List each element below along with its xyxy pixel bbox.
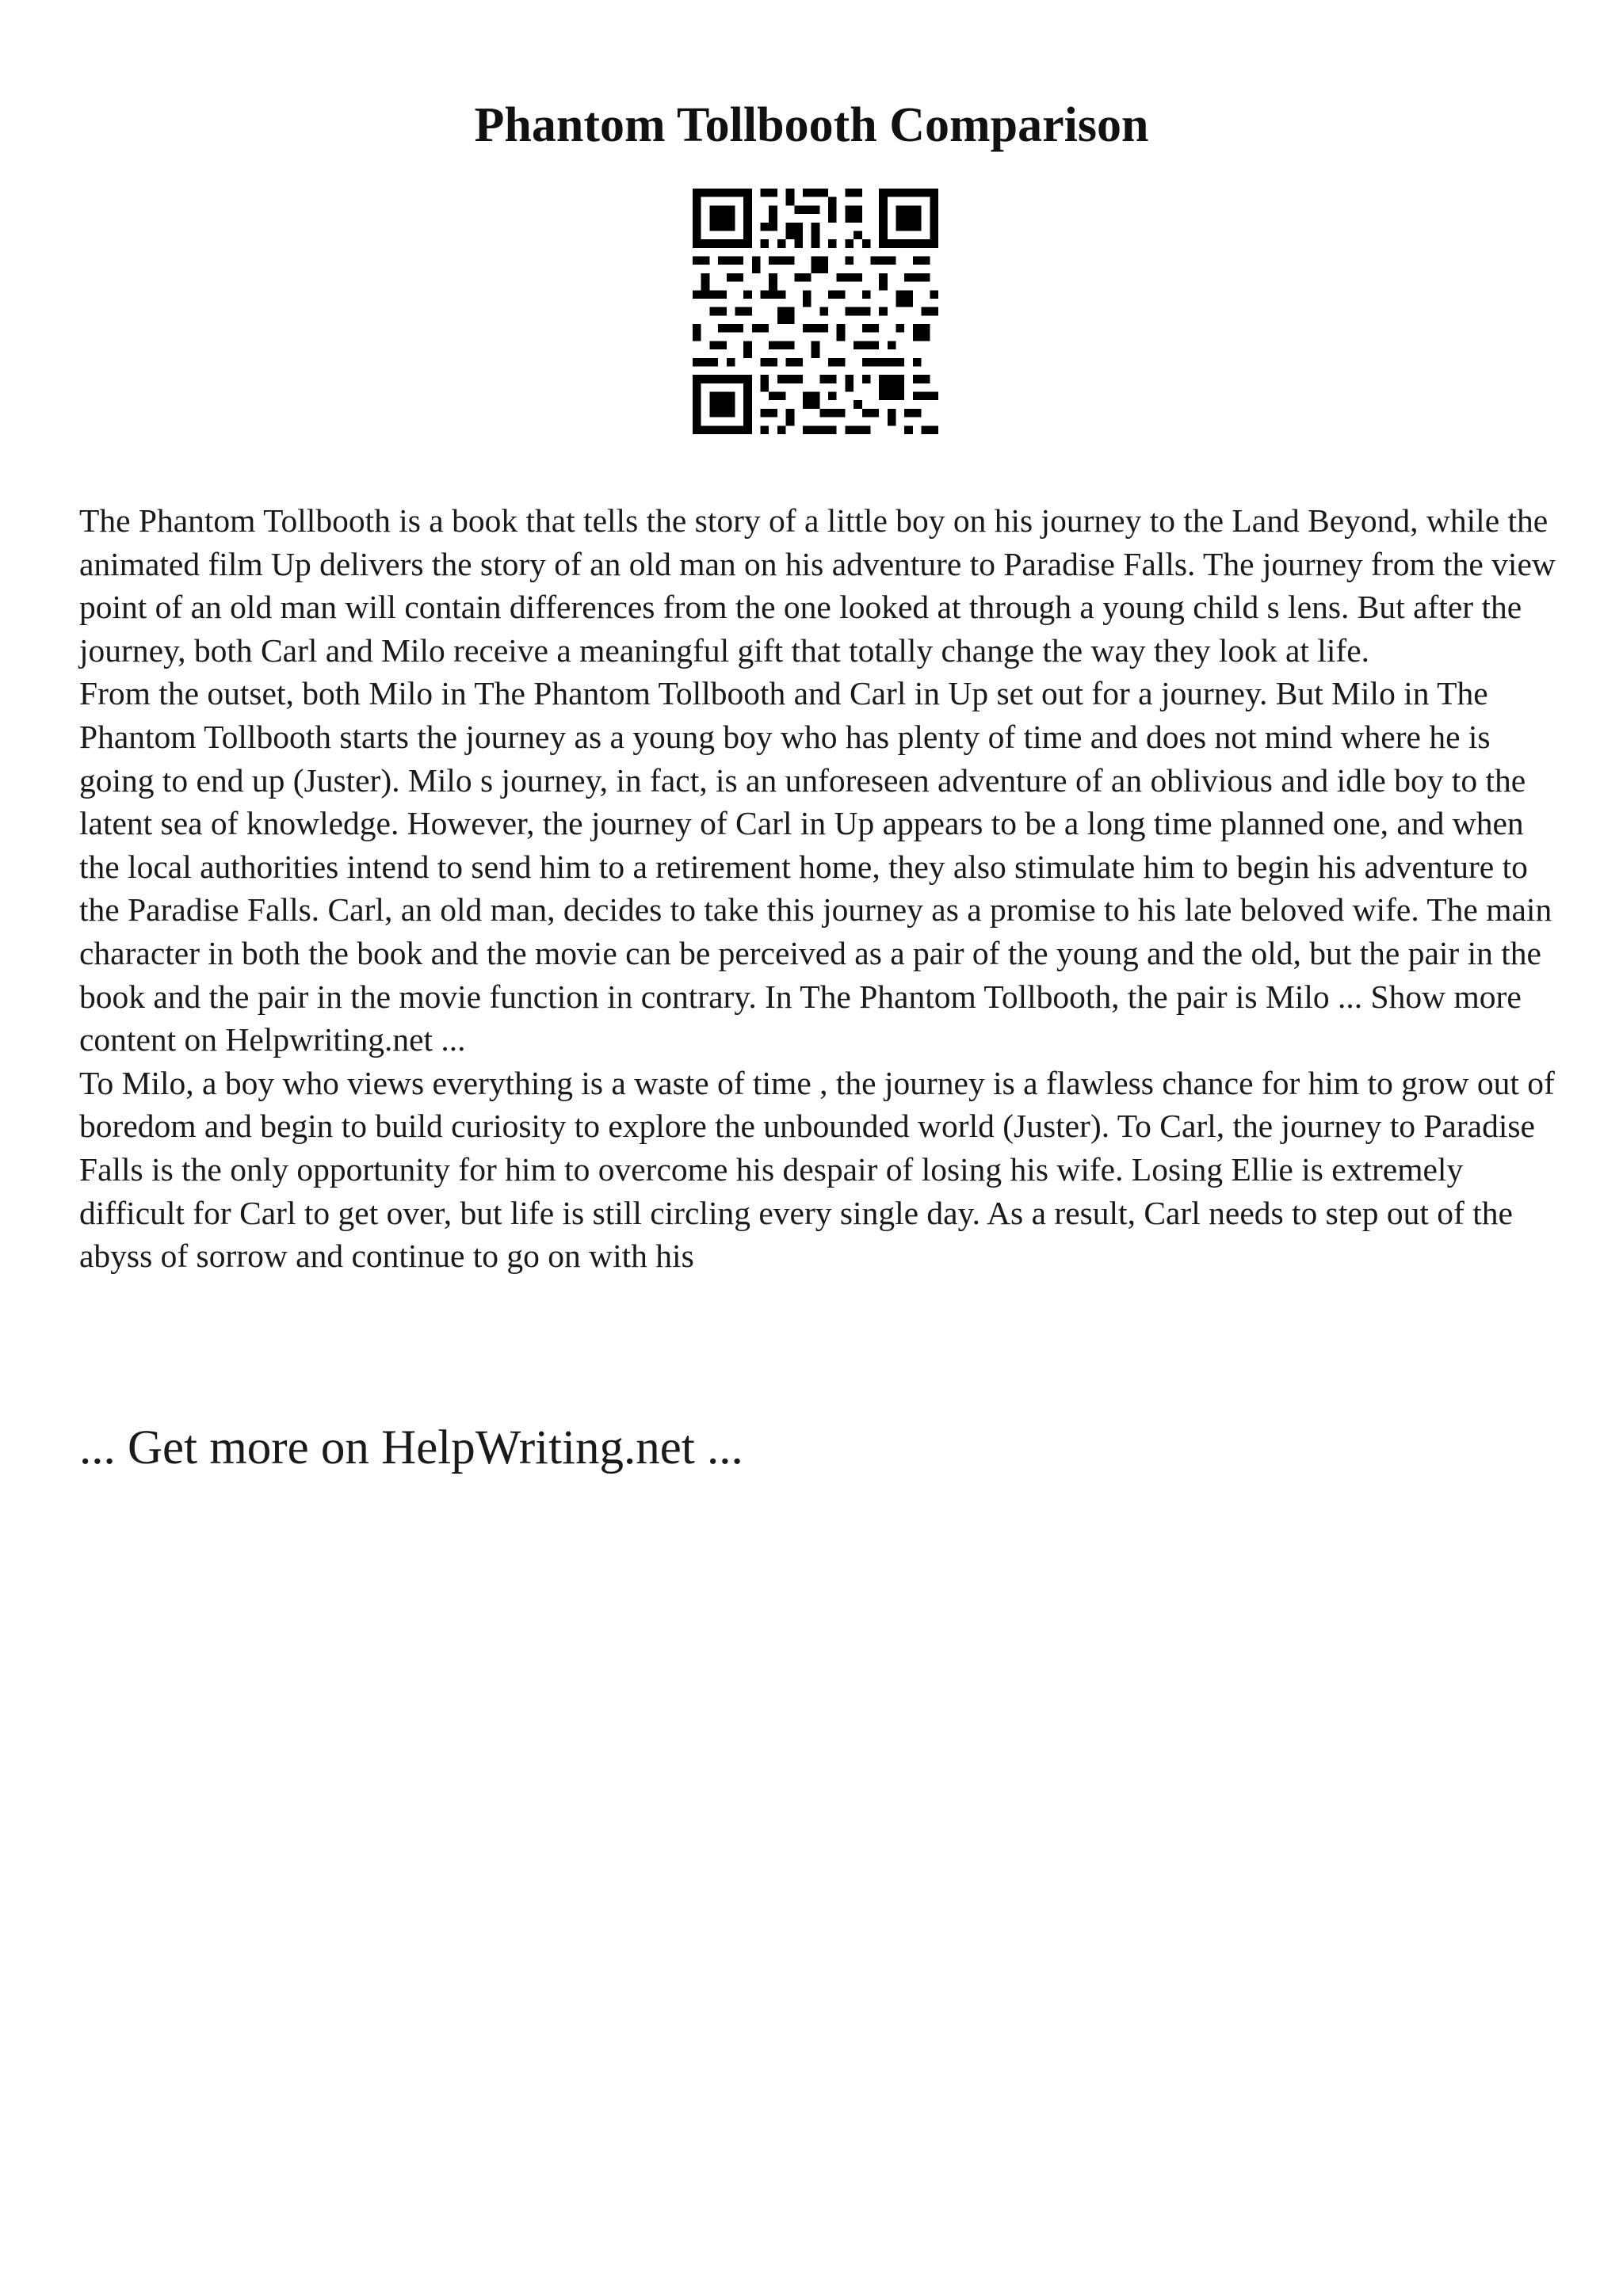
paragraph-1: The Phantom Tollbooth is a book that tells the story of a little boy on his journey to the Land Beyond, while the animated film Up delivers the story of an old man on his adventure to Paradise Falls. The journey from the view point of an old man will contain differences from the one looked at through a young child s lens. But after the journey, both Carl and Milo receive a meaningful gift that totally change the way they look at life. — [79, 502, 1556, 669]
qr-code-icon — [693, 189, 938, 434]
body-text — [79, 499, 1561, 1278]
document-title: Phantom Tollbooth Comparison — [474, 98, 1149, 152]
get-more-link[interactable]: ... Get more on HelpWriting.net ... — [79, 1421, 743, 1474]
paragraph-2: From the outset, both Milo in The Phantom Tollbooth and Carl in Up set out for a journey. But Milo in The Phantom Tollbooth starts the journey as a young boy who has plenty of time and does not mind where he is going to end up (Juster). Milo s journey, in fact, is an unforeseen adventure of an oblivious and idle boy to the latent sea of knowledge. However, the journey of Carl in Up appears to be a long time planned one, and when the local authorities intend to send him to a retirement home, they also stimulate him to begin his adventure to the Paradise Falls. Carl, an old man, decides to take this journey as a promise to his late beloved wife. The main character in both the book and the movie can be perceived as a pair of the young and the old, but the pair in the book and the pair in the movie function in contrary. In The Phantom Tollbooth, the pair is Milo ... Show more content on Helpwriting.net ... — [79, 675, 1552, 1058]
paragraph-3: To Milo, a boy who views everything is a waste of time , the journey is a flawless chance for him to grow out of boredom and begin to build curiosity to explore the unbounded world (Juster). To Carl, the journey to Paradise Falls is the only opportunity for him to overcome his despair of losing his wife. Losing Ellie is extremely difficult for Carl to get over, but life is still circling every single day. As a result, Carl needs to step out of the abyss of sorrow and continue to go on with his — [79, 1064, 1555, 1275]
